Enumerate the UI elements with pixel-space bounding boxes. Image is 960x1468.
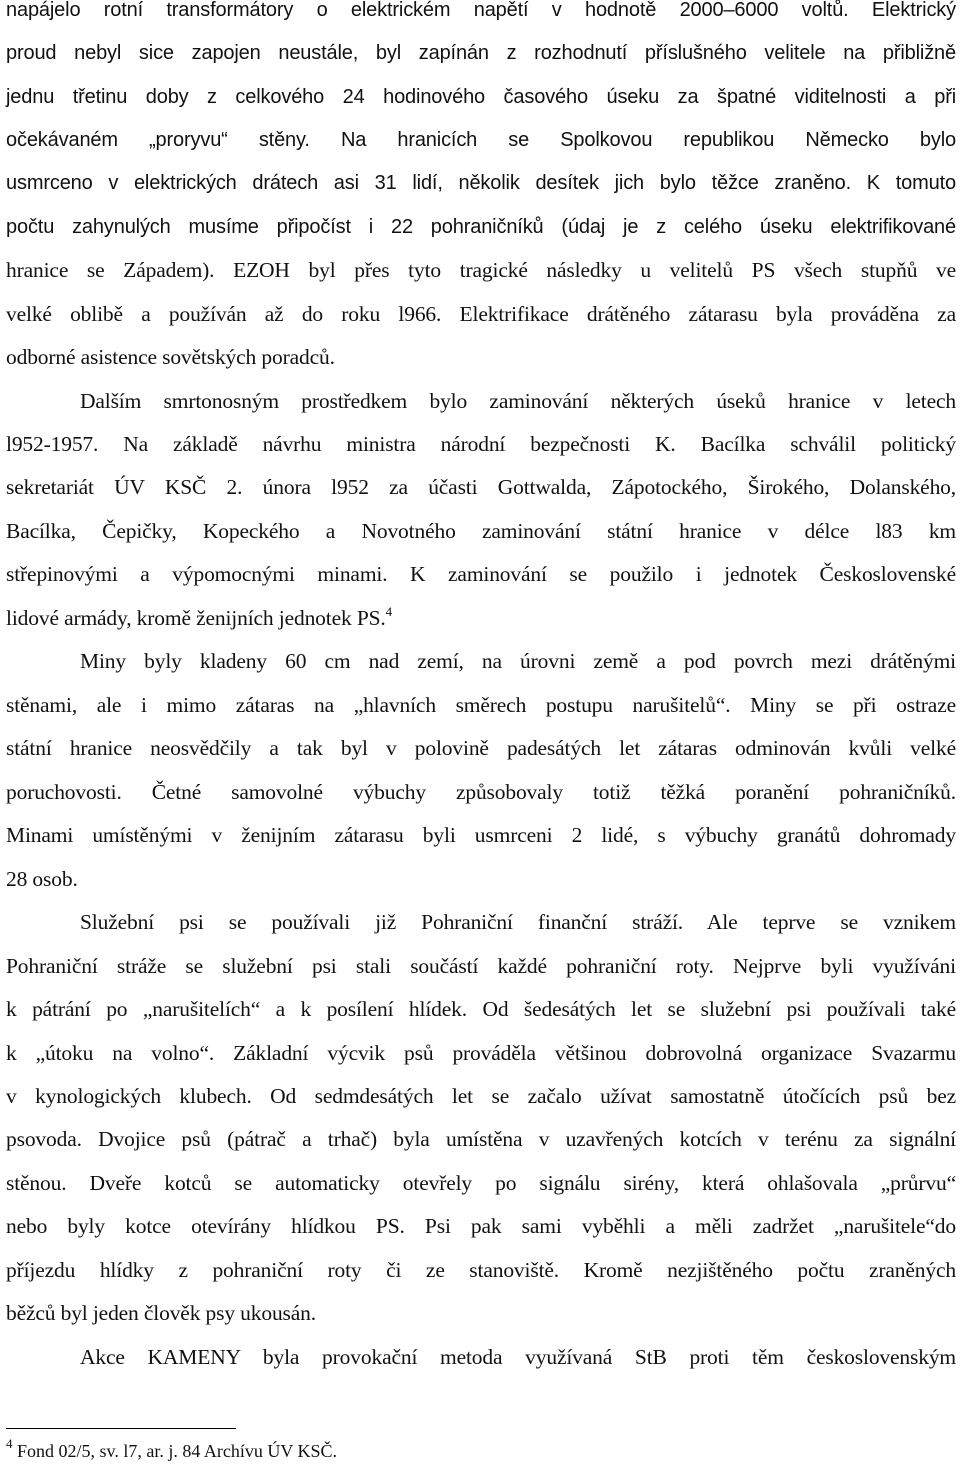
paragraph-line: lidové armády, kromě ženijních jednotek PS.: [6, 606, 386, 630]
paragraph-line: střepinovými a výpomocnými minami. K zaminování se použilo i jednotek Československé: [6, 562, 956, 586]
paragraph-line: poruchovosti. Četné samovolné výbuchy způsobovaly totiž těžká poranění pohraničníků.: [6, 780, 956, 804]
footnote-text: Fond 02/5, sv. l7, ar. j. 84 Archívu ÚV KSČ.: [17, 1441, 338, 1461]
paragraph-line: proud nebyl sice zapojen neustále, byl zapínán z rozhodnutí příslušného velitele na přibližně: [6, 42, 956, 64]
footnote-reference[interactable]: 4: [385, 604, 393, 619]
paragraph-line-with-footnote-ref: [6, 603, 956, 633]
paragraph-line: Minami umístěnými v ženijním zátarasu byli usmrceni 2 lidé, s výbuchy granátů dohromady: [6, 823, 956, 847]
paragraph-line: stěnou. Dveře kotců se automaticky otevřely po signálu sirény, která ohlašovala „průrvu“: [6, 1171, 956, 1195]
paragraph-line: stěnami, ale i mimo zátaras na „hlavních směrech postupu narušitelů“. Miny se při ostraze: [6, 693, 956, 717]
paragraph-line: hranice se Západem). EZOH byl přes tyto tragické následky u velitelů PS všech stupňů ve: [6, 258, 956, 282]
paragraph-line: Pohraniční stráže se služební psi stali součástí každé pohraniční roty. Nejprve byli využíváni: [6, 954, 956, 978]
paragraph-line: nebo byly kotce otevírány hlídkou PS. Psi pak sami vyběhli a měli zadržet „narušitele“do: [6, 1214, 956, 1238]
paragraph-line: velké oblibě a používán až do roku l966. Elektrifikace drátěného zátarasu byla prováděna za: [6, 302, 956, 326]
paragraph-line: Bacílka, Čepičky, Kopeckého a Novotného zaminování státní hranice v délce l83 km: [6, 519, 956, 543]
footnote-separator: [6, 1428, 236, 1429]
paragraph-line: jednu třetinu doby z celkového 24 hodinového časového úseku za špatné viditelnosti a při: [6, 86, 956, 108]
footnote-number: 4: [6, 1436, 13, 1451]
footnote: [6, 1438, 337, 1464]
paragraph-first-line: Akce KAMENY byla provokační metoda využívaná StB proti těm československým: [80, 1345, 956, 1369]
paragraph-line: psovoda. Dvojice psů (pátrač a trhač) byla umístěna v uzavřených kotcích v terénu za signální: [6, 1127, 956, 1151]
paragraph-line: v kynologických klubech. Od sedmdesátých let se začalo užívat samostatně útočících psů bez: [6, 1084, 956, 1108]
paragraph-line: počtu zahynulých musíme připočíst i 22 pohraničníků (údaj je z celého úseku elektrifikované: [6, 216, 956, 238]
paragraph-line: příjezdu hlídky z pohraniční roty či ze stanoviště. Kromě nezjištěného počtu zraněných: [6, 1258, 956, 1282]
paragraph-line: k pátrání po „narušitelích“ a k posílení hlídek. Od šedesátých let se služební psi používali také: [6, 997, 956, 1021]
paragraph-line: běžců byl jeden člověk psy ukousán.: [6, 1301, 316, 1325]
paragraph-line: odborné asistence sovětských poradců.: [6, 345, 335, 369]
paragraph-line: státní hranice neosvědčily a tak byl v polovině padesátých let zátaras odminován kvůli velké: [6, 736, 956, 760]
paragraph-line: sekretariát ÚV KSČ 2. února l952 za účasti Gottwalda, Zápotockého, Širokého, Dolanského,: [6, 475, 956, 499]
paragraph-first-line: Miny byly kladeny 60 cm nad zemí, na úrovni země a pod povrch mezi drátěnými: [80, 649, 956, 673]
paragraph-line: usmrceno v elektrických drátech asi 31 lidí, několik desítek jich bylo těžce zraněno. K tomuto: [6, 172, 956, 194]
paragraph-first-line: Dalším smrtonosným prostředkem bylo zaminování některých úseků hranice v letech: [80, 389, 956, 413]
paragraph-line: k „útoku na volno“. Základní výcvik psů prováděla většinou dobrovolná organizace Svazarmu: [6, 1041, 956, 1065]
paragraph-line: l952-1957. Na základě návrhu ministra národní bezpečnosti K. Bacílka schválil politický: [6, 432, 956, 456]
paragraph-line: očekávaném „proryvu“ stěny. Na hranicích se Spolkovou republikou Německo bylo: [6, 129, 956, 151]
paragraph-first-line: Služební psi se používali již Pohraniční finanční stráží. Ale teprve se vznikem: [80, 910, 956, 934]
paragraph-line: napájelo rotní transformátory o elektrickém napětí v hodnotě 2000–6000 voltů. Elektrický: [6, 0, 956, 21]
paragraph-line: 28 osob.: [6, 867, 78, 891]
